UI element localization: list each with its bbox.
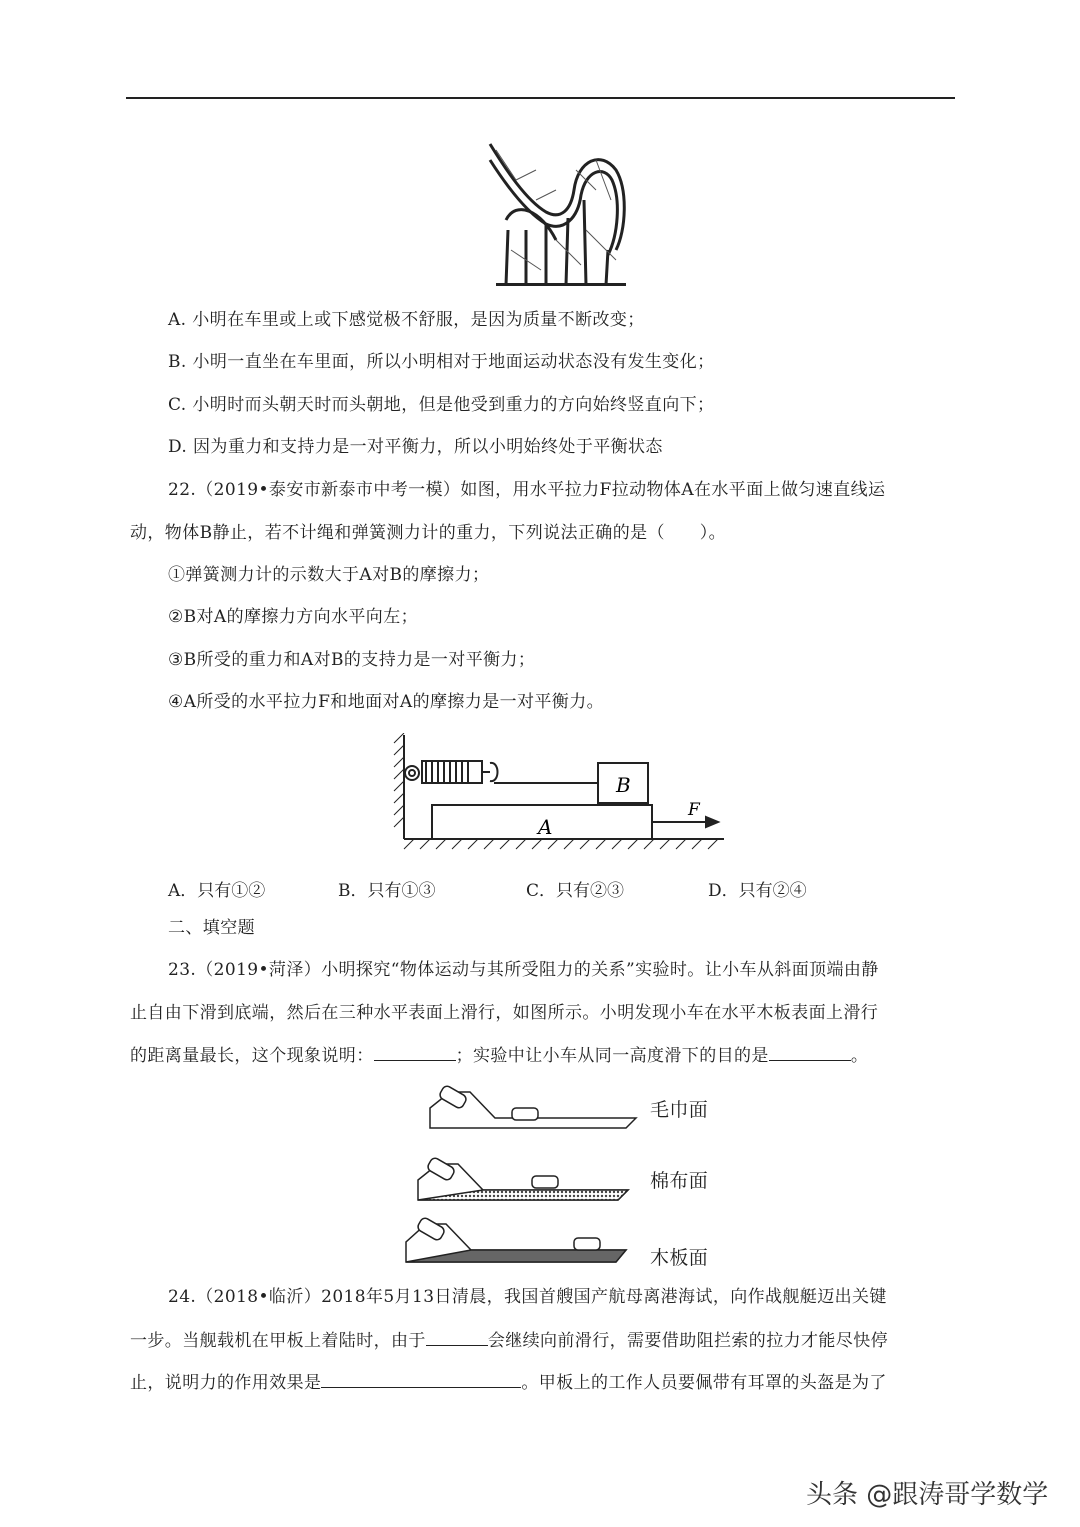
q22-stem-line1: 22.（2019•泰安市新泰市中考一模）如图，用水平拉力F拉动物体A在水平面上做匀速直线运 [168, 480, 886, 500]
q24-stem-line2 [130, 1329, 888, 1352]
q23-text-a: 的距离量最长，这个现象说明： [130, 1046, 374, 1066]
q21-option-c: C. 小明时而头朝天时而头朝地，但是他受到重力的方向始终竖直向下； [168, 395, 715, 415]
q23-stem-line1: 23.（2019•菏泽）小明探究“物体运动与其所受阻力的关系”实验时。让小车从斜面顶端由静 [168, 960, 879, 980]
q23-text-b: ；实验中让小车从同一高度滑下的目的是 [455, 1046, 769, 1066]
q24-text-b: 会继续向前滑行，需要借助阻拦索的拉力才能尽快停 [487, 1331, 889, 1351]
q23-stem-line3 [130, 1044, 868, 1067]
watermark: 头条 @跟涛哥学数学 [806, 1480, 1049, 1510]
q23-blank-1 [374, 1044, 456, 1061]
q22-option-c: C．只有②③ [526, 881, 625, 901]
q22-statement-4: ④A所受的水平拉力F和地面对A的摩擦力是一对平衡力。 [168, 692, 604, 712]
surface-label-wood: 木板面 [650, 1247, 709, 1269]
surface-label-cotton: 棉布面 [650, 1170, 709, 1192]
q22-option-a: A．只有①② [168, 881, 266, 901]
q23-text-c: 。 [850, 1046, 869, 1066]
q22-stem-line2: 动，物体B静止，若不计绳和弹簧测力计的重力，下列说法正确的是（ ）。 [130, 523, 726, 543]
block-b-label: B [616, 773, 631, 797]
spring-scale-diagram [390, 733, 730, 853]
q22-option-b: B．只有①③ [338, 881, 436, 901]
q22-statement-1: ①弹簧测力计的示数大于A对B的摩擦力； [168, 565, 490, 585]
q24-blank-2 [321, 1371, 521, 1388]
q24-text-c: 止，说明力的作用效果是 [130, 1373, 322, 1393]
q22-statement-2: ②B对A的摩擦力方向水平向左； [168, 607, 419, 627]
force-f-label: F [688, 800, 700, 820]
q23-stem-line2: 止自由下滑到底端，然后在三种水平表面上滑行，如图所示。小明发现小车在水平木板表面上滑行 [130, 1003, 879, 1023]
q21-option-b: B. 小明一直坐在车里面，所以小明相对于地面运动状态没有发生变化； [168, 352, 715, 372]
q23-blank-2 [769, 1044, 851, 1061]
q22-statement-3: ③B所受的重力和A对B的支持力是一对平衡力； [168, 650, 536, 670]
q24-blank-1 [426, 1329, 488, 1346]
block-a-label: A [538, 815, 553, 839]
q24-text-d: 。甲板上的工作人员要佩带有耳罩的头盔是为了 [521, 1373, 887, 1393]
surface-label-towel: 毛巾面 [650, 1099, 709, 1121]
q22-option-d: D．只有②④ [708, 881, 807, 901]
section-heading: 二、填空题 [168, 918, 255, 938]
q24-text-a: 一步。当舰载机在甲板上着陆时，由于 [130, 1331, 426, 1351]
q21-option-d: D. 因为重力和支持力是一对平衡力，所以小明始终处于平衡状态 [168, 437, 663, 457]
q21-option-a: A. 小明在车里或上或下感觉极不舒服，是因为质量不断改变； [168, 310, 645, 330]
q24-stem-line1: 24.（2018•临沂）2018年5月13日清晨，我国首艘国产航母离港海试，向作战舰艇迈出关键 [168, 1287, 887, 1307]
q24-stem-line3 [130, 1371, 887, 1394]
header-rule [126, 97, 955, 99]
roller-coaster-image [486, 140, 632, 286]
